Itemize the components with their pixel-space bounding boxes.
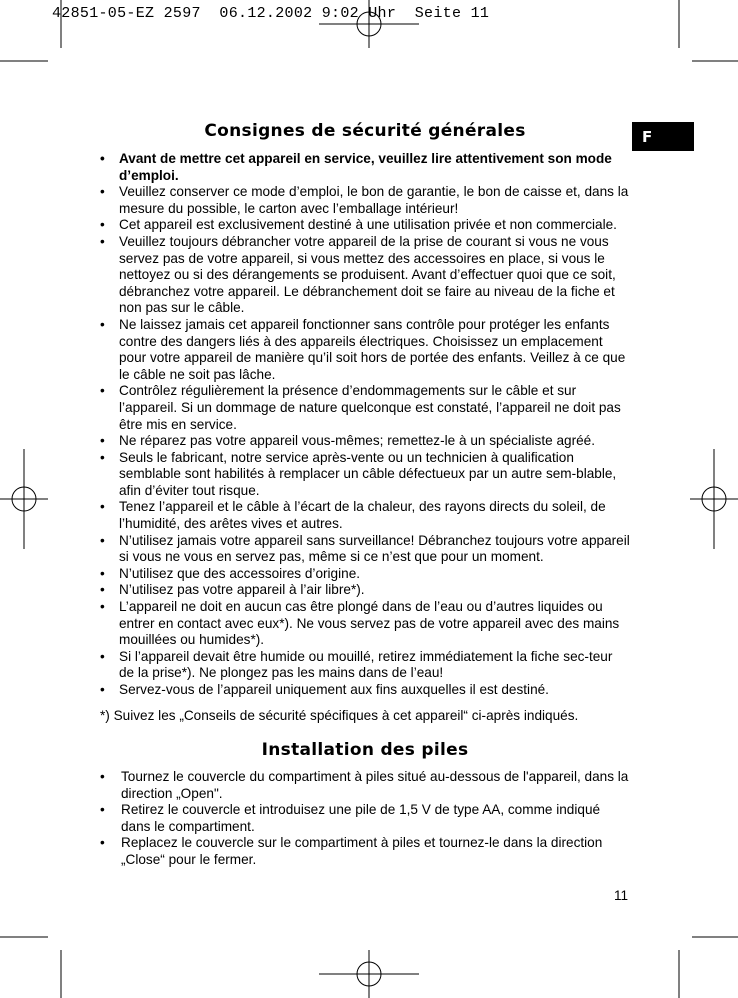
bullet-icon: • [100, 151, 105, 166]
bullet-icon: • [100, 499, 105, 515]
bullet-icon: • [100, 802, 105, 818]
list-item: • N’utilisez jamais votre appareil sans surveillance! Débranchez toujours votre appareil si vous ne vous en servez pas, même si ce n’est que pour un moment. [100, 532, 630, 565]
list-item: • Veuillez toujours débrancher votre appareil de la prise de courant si vous ne vous servez pas de votre appareil, si vous mettez des accessoires en place, si vous le nettoyez ou si des dérangements se produisent. Avant d’effectuer quoi que ce soit, débranchez votre appareil. Le débranchement doit se faire au niveau de la fiche et non pas sur le câble. [100, 233, 616, 316]
list-item: • Contrôlez régulièrement la présence d’endommagements sur le câble et sur l’appareil. Si un dommage de nature quelconque est constaté, l’appareil ne doit pas être mis en service. [100, 383, 621, 432]
section-title-batteries: Installation des piles [261, 740, 469, 760]
language-tab: F [632, 122, 694, 151]
list-item: • Si l’appareil devait être humide ou mouillé, retirez immédiatement la fiche sec-teur de la prise*). Ne plongez pas les mains dans de l’eau! [100, 648, 613, 681]
bullet-icon: • [100, 233, 105, 249]
registration-mark-bottom [319, 950, 419, 998]
battery-install-list [100, 769, 630, 869]
list-item: • N’utilisez pas votre appareil à l’air libre*). [100, 582, 365, 598]
footnote: *) Suivez les „Conseils de sécurité spécifiques à cet appareil“ ci-après indiqués. [100, 708, 579, 723]
list-item: • Seuls le fabricant, notre service après-vente ou un technicien à qualification semblable sont habilités à remplacer un câble défectueux par un autre sem-blable, afin d’éviter tout risque. [100, 449, 617, 498]
registration-mark-left [0, 449, 48, 549]
bullet-icon: • [100, 648, 105, 664]
section-title-safety: Consignes de sécurité générales [204, 121, 526, 141]
list-item: • Replacez le couvercle sur le compartiment à piles et tournez-le dans la direction „Close“ pour le fermer. [100, 835, 603, 867]
bullet-icon: • [100, 769, 105, 784]
bullet-icon: • [100, 582, 105, 598]
list-item: • Servez-vous de l’appareil uniquement aux fins auxquelles il est destiné. [100, 682, 549, 697]
bullet-icon: • [100, 383, 105, 399]
bullet-icon: • [100, 217, 105, 233]
list-item: • Ne réparez pas votre appareil vous-mêmes; remettez-le à un spécialiste agréé. [100, 433, 596, 449]
safety-list [100, 151, 630, 699]
printer-slug-line: 42851-05-EZ 2597 06.12.2002 9:02 Uhr Seite 11 [52, 5, 490, 22]
bullet-icon: • [100, 433, 105, 449]
bullet-icon: • [100, 565, 105, 581]
registration-mark-right [690, 449, 738, 549]
bullet-icon: • [100, 599, 105, 615]
bullet-icon: • [100, 184, 105, 200]
list-item: • L’appareil ne doit en aucun cas être plongé dans de l’eau ou d’autres liquides ou entrer en contact avec eux*). Ne vous servez pas de votre appareil avec des mains mouillées ou humides*). [100, 599, 620, 648]
page-number: 11 [614, 888, 629, 903]
bullet-icon: • [100, 682, 105, 697]
list-item: • Tenez l’appareil et le câble à l’écart de la chaleur, des rayons directs du soleil, de l’humidité, des arêtes vives et autres. [100, 499, 606, 532]
bullet-icon: • [100, 532, 105, 548]
bullet-icon: • [100, 449, 105, 465]
list-item: • Avant de mettre cet appareil en service, veuillez lire attentivement son mode d’emploi. [100, 151, 612, 183]
list-item: • Cet appareil est exclusivement destiné à une utilisation privée et non commerciale. [100, 217, 617, 233]
bullet-icon: • [100, 835, 105, 851]
list-item: • Retirez le couvercle et introduisez une pile de 1,5 V de type AA, comme indiqué dans le compartiment. [100, 802, 601, 834]
list-item: • Veuillez conserver ce mode d’emploi, le bon de garantie, le bon de caisse et, dans la mesure du possible, le carton avec l’emballage intérieur! [100, 184, 629, 216]
list-item: • Ne laissez jamais cet appareil fonctionner sans contrôle pour protéger les enfants contre des dangers liés à des appareils électriques. Choisissez un emplacement pour votre appareil de manière qu’il soit hors de portée des enfants. Veillez à ce que le câble ne soit pas lâche. [100, 316, 626, 382]
list-item: • Tournez le couvercle du compartiment à piles situé au-dessous de l'appareil, dans la direction „Open". [100, 769, 629, 801]
bullet-icon: • [100, 316, 105, 332]
list-item: • N’utilisez que des accessoires d’origine. [100, 565, 361, 581]
